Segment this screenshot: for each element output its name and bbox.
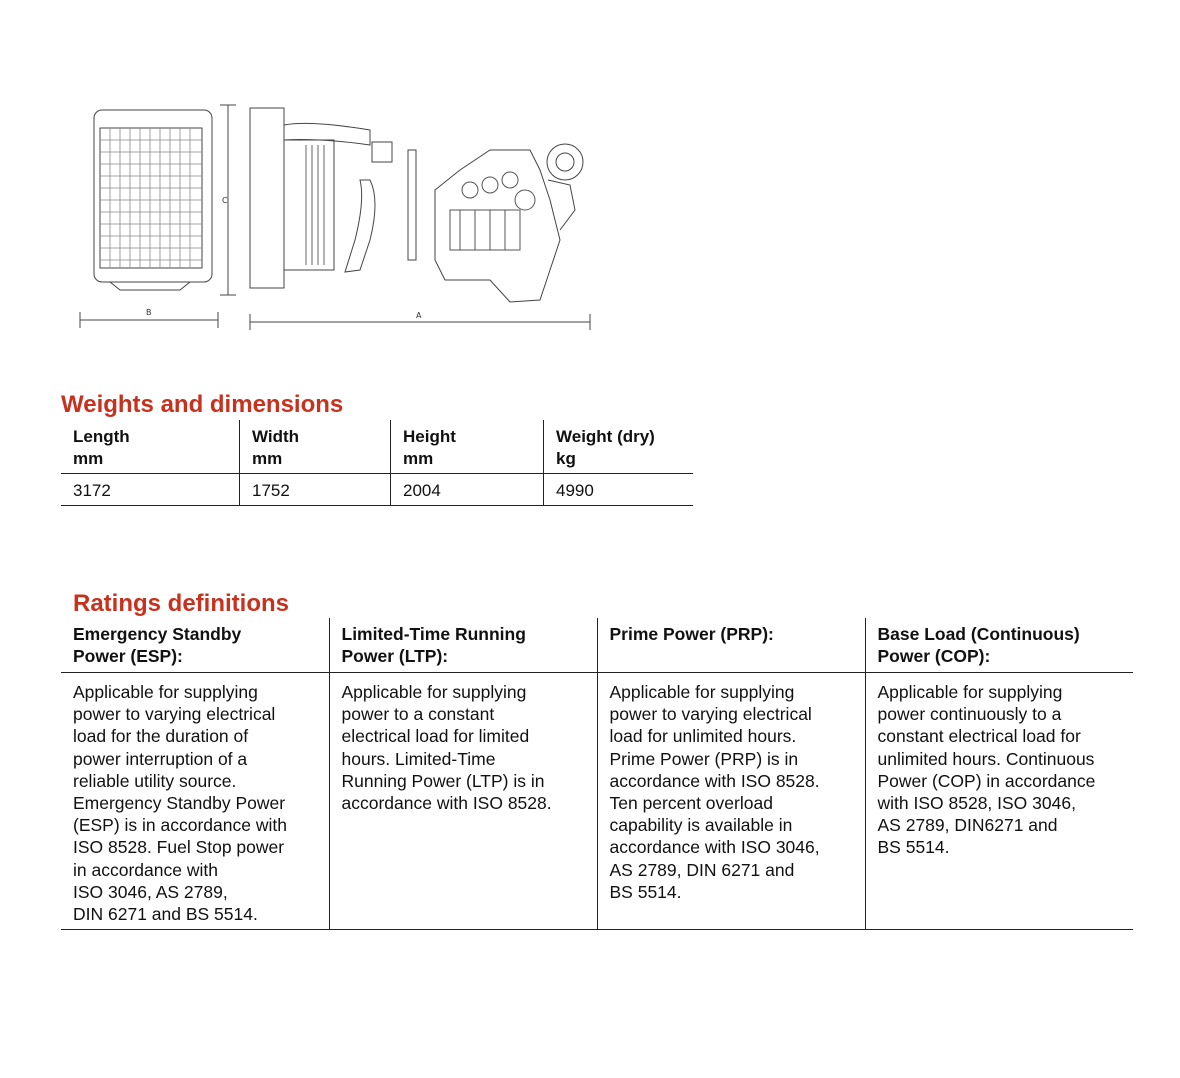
ratings-definitions-title: Ratings definitions bbox=[73, 590, 289, 617]
engine-block-side-view bbox=[435, 150, 560, 302]
dims-header-row bbox=[61, 420, 693, 474]
ratings-definitions-table bbox=[61, 618, 1133, 930]
dimension-label-b: B bbox=[146, 308, 152, 317]
ratings-desc-prp: Applicable for supplying power to varying electrical load for unlimited hours. Prime Power (PRP) is in accordance with ISO 8528. Ten percent overload capability is available in accordance with ISO 3046, AS 2789, DIN 6271 and BS 5514. bbox=[597, 673, 865, 930]
engine-dimension-drawing bbox=[70, 90, 610, 340]
ratings-header-prp: Prime Power (PRP): bbox=[597, 618, 865, 673]
dims-value-weight: 4990 bbox=[544, 474, 694, 506]
dims-header-weight: Weight (dry) kg bbox=[544, 420, 694, 474]
ratings-header-cop: Base Load (Continuous) Power (COP): bbox=[865, 618, 1133, 673]
dims-value-height: 2004 bbox=[391, 474, 544, 506]
dimension-label-a: A bbox=[416, 311, 422, 320]
ratings-header-ltp: Limited-Time Running Power (LTP): bbox=[329, 618, 597, 673]
dims-header-width: Width mm bbox=[240, 420, 391, 474]
ratings-desc-esp: Applicable for supplying power to varying electrical load for the duration of power interruption of a reliable utility source. Emergency Standby Power (ESP) is in accordance with ISO 8528. Fuel Stop power in accordance with ISO 3046, AS 2789, DIN 6271 and BS 5514. bbox=[61, 673, 329, 930]
weights-dimensions-title: Weights and dimensions bbox=[61, 391, 344, 418]
weights-dimensions-table bbox=[61, 420, 693, 506]
radiator-front-view bbox=[100, 128, 202, 268]
dims-value-row bbox=[61, 474, 693, 506]
ratings-desc-cop: Applicable for supplying power continuously to a constant electrical load for unlimited hours. Continuous Power (COP) in accordance with ISO 8528, ISO 3046, AS 2789, DIN6271 and BS 5514. bbox=[865, 673, 1133, 930]
ratings-desc-ltp: Applicable for supplying power to a constant electrical load for limited hours. Limited-Time Running Power (LTP) is in accordance with ISO 8528. bbox=[329, 673, 597, 930]
dims-value-width: 1752 bbox=[240, 474, 391, 506]
ratings-description-row bbox=[61, 673, 1133, 930]
ratings-header-esp: Emergency Standby Power (ESP): bbox=[61, 618, 329, 673]
dims-value-length: 3172 bbox=[61, 474, 240, 506]
dims-header-height: Height mm bbox=[391, 420, 544, 474]
dimension-label-c: C bbox=[222, 196, 228, 205]
dims-header-length: Length mm bbox=[61, 420, 240, 474]
ratings-header-row bbox=[61, 618, 1133, 673]
